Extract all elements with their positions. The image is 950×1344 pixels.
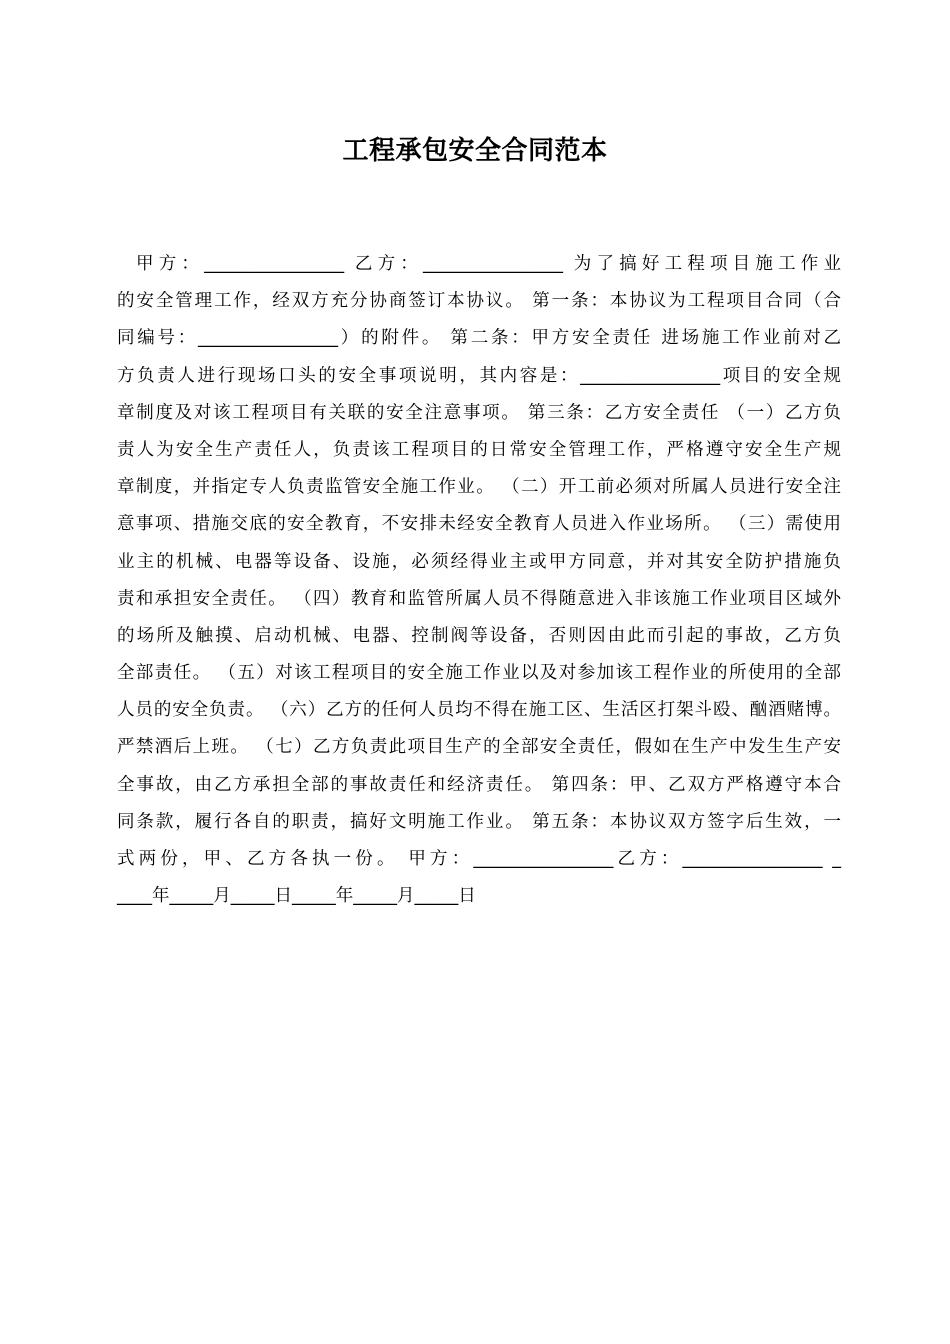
document-title: 工程承包安全合同范本 (342, 136, 608, 166)
body-line: 章制度，并指定专人负责监管安全施工作业。 （二）开工前必须对所属人员进行安全注 (117, 477, 841, 498)
body-line: 方负责人进行现场口头的安全事项说明，其内容是：________________项目的安全规 (117, 365, 841, 386)
body-line: 业主的机械、电器等设备、设施，必须经得业主或甲方同意，并对其安全防护措施负 (117, 551, 841, 572)
body-line: 同条款，履行各自的职责，搞好文明施工作业。 第五条：本协议双方签字后生效，一 (117, 811, 841, 832)
body-line: 意事项、措施交底的安全教育，不安排未经安全教育人员进入作业场所。 （三）需使用 (117, 514, 841, 535)
body-line: 责和承担安全责任。 （四）教育和监管所属人员不得随意进入非该施工作业项目区域外 (117, 588, 841, 609)
date-line: ____年_____月_____日_____年_____月_____日 (117, 886, 476, 907)
body-line: 章制度及对该工程项目有关联的安全注意事项。 第三条：乙方安全责任 （一）乙方负 (117, 402, 841, 423)
body-line: 人员的安全负责。 （六）乙方的任何人员均不得在施工区、生活区打架斗殴、酗酒赌博。 (117, 700, 841, 721)
body-line: 全事故，由乙方承担全部的事故责任和经济责任。 第四条：甲、乙双方严格遵守本合 (117, 774, 841, 795)
body-line: 甲方：________________ 乙方：________________ 为了搞好工程项目施工作业 (136, 254, 841, 274)
body-line: 严禁酒后上班。 （七）乙方负责此项目生产的全部安全责任，假如在生产中发生生产安 (117, 737, 841, 758)
body-line: 的场所及触摸、启动机械、电器、控制阀等设备，否则因由此而引起的事故，乙方负 (117, 625, 841, 646)
body-line: 的安全管理工作，经双方充分协商签订本协议。 第一条：本协议为工程项目合同（合 (117, 291, 841, 312)
body-line: 同编号：________________）的附件。 第二条：甲方安全责任 进场施工作业前对乙 (117, 328, 841, 349)
signature-line: 式两份，甲、乙方各执一份。 甲方：________________乙方：________________ _ (117, 849, 841, 869)
body-line: 责人为安全生产责任人，负责该工程项目的日常安全管理工作，严格遵守安全生产规 (117, 439, 841, 460)
body-line: 全部责任。 （五）对该工程项目的安全施工作业以及对参加该工程作业的所使用的全部 (117, 663, 841, 684)
contract-body (117, 246, 841, 915)
